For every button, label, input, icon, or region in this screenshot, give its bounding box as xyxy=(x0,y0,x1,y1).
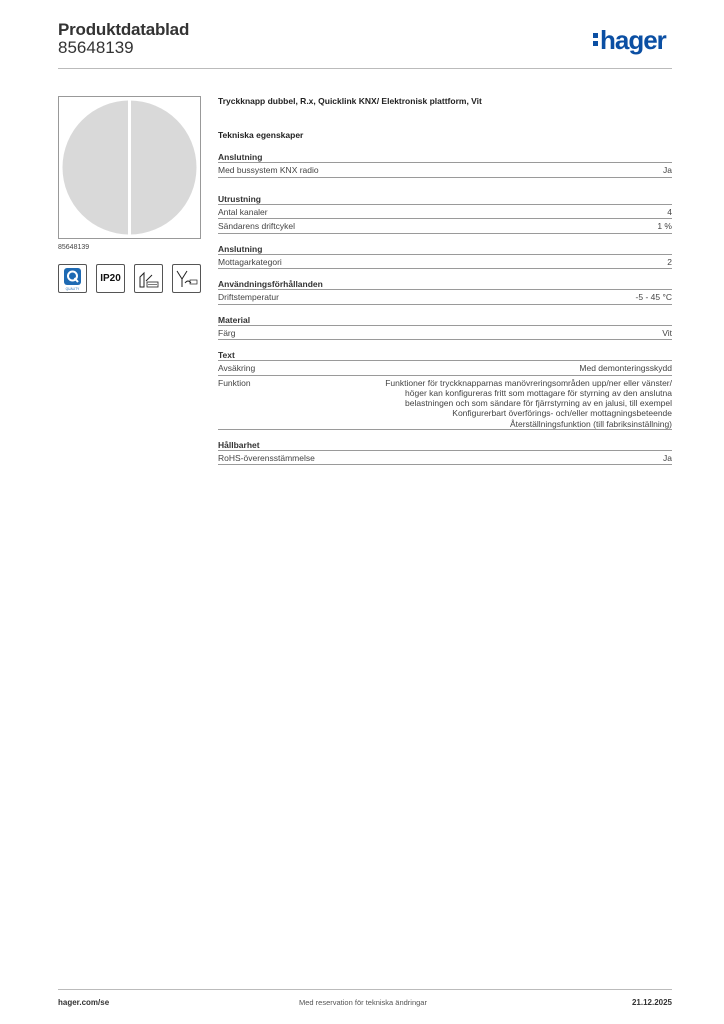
property-value: Ja xyxy=(663,165,672,175)
property-label: Med bussystem KNX radio xyxy=(218,165,319,175)
property-label: Driftstemperatur xyxy=(218,292,279,302)
group-title: Anslutning xyxy=(218,152,672,163)
quality-mark-label: QUALITY xyxy=(65,287,80,291)
group-title: Utrustning xyxy=(218,194,672,205)
property-label: Funktion xyxy=(218,377,251,388)
property-group xyxy=(218,440,672,466)
property-row xyxy=(218,163,672,178)
group-title: Text xyxy=(218,350,672,361)
group-title: Anslutning xyxy=(218,244,672,255)
property-label: Antal kanaler xyxy=(218,206,268,217)
property-row xyxy=(218,326,672,341)
property-row xyxy=(218,451,672,466)
function-line: höger kan konfigureras fritt som mottagare för styrning av den anslutna xyxy=(405,387,672,398)
hager-logo[interactable] xyxy=(593,27,666,53)
product-title: Tryckknapp dubbel, R.x, Quicklink KNX/ Elektronisk plattform, Vit xyxy=(218,96,482,106)
group-title: Hållbarhet xyxy=(218,440,672,451)
property-group xyxy=(218,279,672,305)
properties-heading: Tekniska egenskaper xyxy=(218,130,304,140)
image-caption: 85648139 xyxy=(58,244,90,251)
function-line: Återställningsfunktion (till fabriksinställning) xyxy=(509,418,672,429)
function-line: belastningen och som sändare för fjärrstyrning av en jalusi, till exempel xyxy=(405,398,672,409)
product-number: 85648139 xyxy=(58,38,134,57)
property-group xyxy=(218,244,672,270)
property-value xyxy=(385,378,672,429)
property-row xyxy=(218,219,672,234)
property-group xyxy=(218,152,672,178)
header-divider xyxy=(58,68,672,69)
property-label: Färg xyxy=(218,327,236,338)
property-value: Vit xyxy=(662,327,672,338)
property-label: Sändarens driftcykel xyxy=(218,221,296,231)
property-value: Ja xyxy=(663,452,672,463)
product-details xyxy=(218,96,672,465)
push-button-product-icon xyxy=(59,97,200,238)
footer-date: 21.12.2025 xyxy=(631,998,672,1007)
footer-notice: Med reservation för tekniska ändringar xyxy=(299,998,427,1007)
property-group xyxy=(218,315,672,341)
property-label: RoHS-överensstämmelse xyxy=(218,452,315,463)
group-title: Användningsförhållanden xyxy=(218,279,672,290)
installation-symbol-icon xyxy=(172,264,201,293)
property-row xyxy=(218,255,672,270)
property-row xyxy=(218,361,672,376)
property-value: Med demonteringsskydd xyxy=(579,363,672,373)
logo-dots-icon xyxy=(593,27,599,46)
property-group xyxy=(218,194,672,234)
property-label: Avsäkring xyxy=(218,363,256,373)
function-line: Funktioner för tryckknapparnas manövreringsområden upp/ner eller vänster/ xyxy=(385,377,672,388)
property-row xyxy=(218,290,672,305)
property-group xyxy=(218,350,672,430)
mounting-symbol-icon xyxy=(134,264,163,293)
property-value: -5 - 45 °C xyxy=(635,292,672,302)
certification-badges xyxy=(58,264,201,293)
ip20-icon: IP20 xyxy=(96,264,125,293)
page-title: Produktdatablad xyxy=(58,20,190,39)
footer-website-link[interactable]: hager.com/se xyxy=(58,998,110,1007)
property-row xyxy=(218,205,672,220)
footer-divider xyxy=(58,989,672,990)
property-value: 1 % xyxy=(657,221,672,231)
property-value: 4 xyxy=(667,206,672,217)
property-value: 2 xyxy=(667,256,672,267)
property-label: Mottagarkategori xyxy=(218,256,282,267)
product-image xyxy=(58,96,201,239)
property-row xyxy=(218,376,672,430)
function-line: Konfigurerbart överförings- och/eller mottagningsbeteende xyxy=(452,408,672,419)
logo-text: hager xyxy=(600,25,666,55)
quality-mark-icon xyxy=(58,264,87,293)
group-title: Material xyxy=(218,315,672,326)
